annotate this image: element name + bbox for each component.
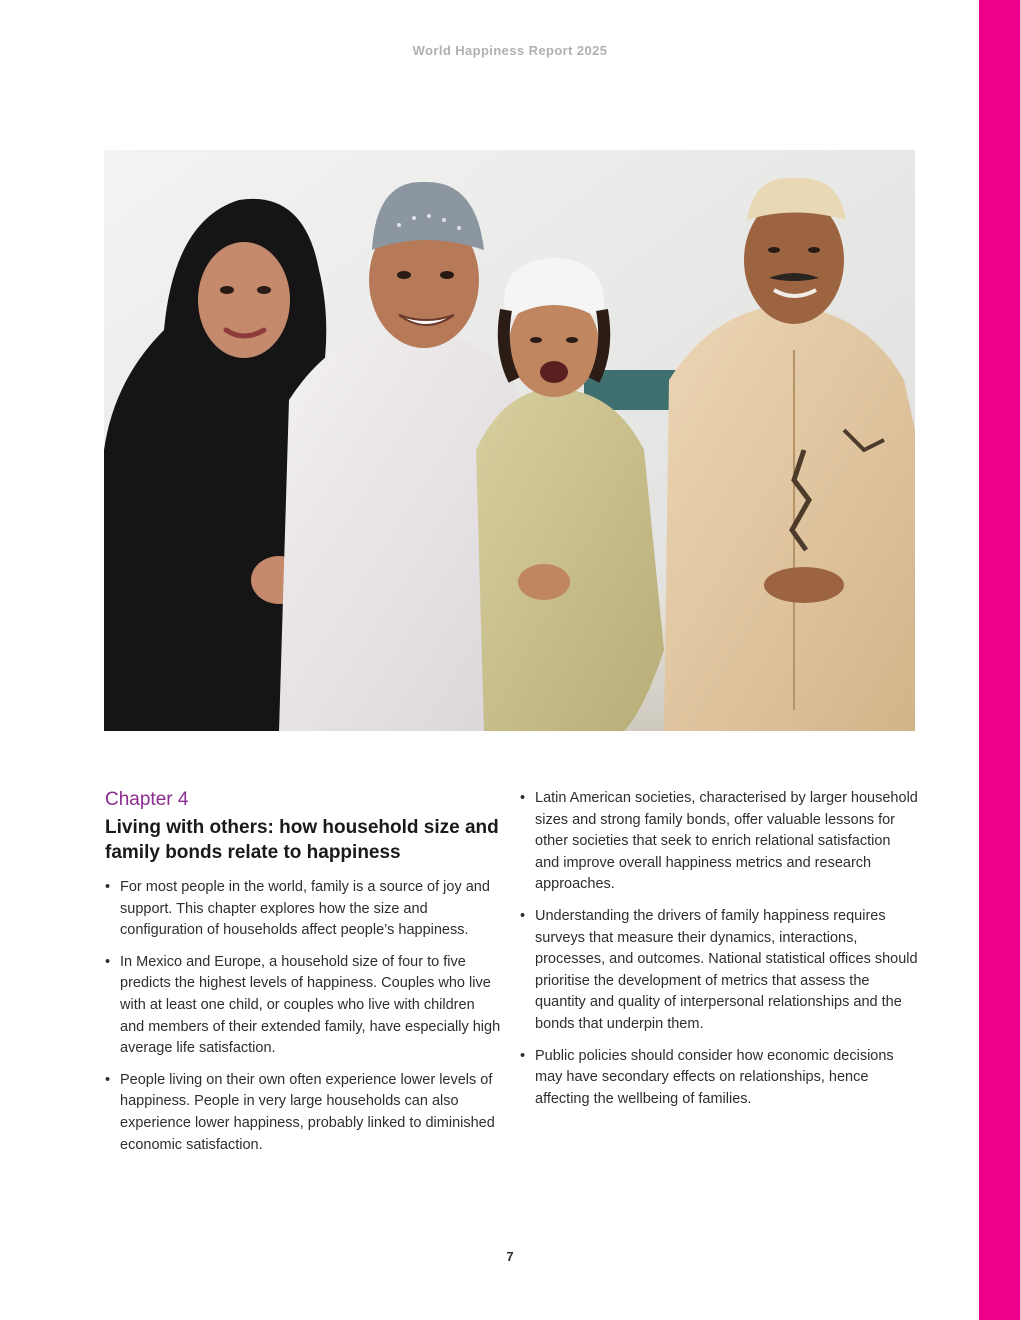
family-photo (104, 150, 915, 731)
accent-side-bar (979, 0, 1020, 1320)
right-bullet-list (520, 788, 918, 1110)
list-item: • Public policies should consider how economic decisions may have secondary effects on relationships, hence affecting the wellbeing of families. (520, 1046, 918, 1111)
list-item: • Understanding the drivers of family happiness requires surveys that measure their dynamics, interactions, processes, and outcomes. National statistical offices should prioritise the development of metrics that assess the quantity and quality of interpersonal relationships and the bonds that underpin them. (520, 906, 918, 1036)
running-header: World Happiness Report 2025 (412, 43, 608, 58)
chapter-title: Living with others: how household size and family bonds relate to happiness (105, 817, 499, 863)
list-item: • Latin American societies, characterised by larger household sizes and strong family bonds, offer valuable lessons for other societies that seek to enrich relational satisfaction and improve overall happiness metrics and research approaches. (520, 788, 918, 896)
chapter-label: Chapter 4 (105, 789, 189, 810)
list-item: • In Mexico and Europe, a household size of four to five predicts the highest levels of happiness. Couples who live with at least one child, or couples who live with children and members of their extended family, have especially high average life satisfaction. (105, 952, 501, 1060)
left-column (105, 788, 501, 1166)
left-bullet-list (105, 877, 501, 1156)
page-number: 7 (506, 1249, 514, 1264)
list-item: • People living on their own often experience lower levels of happiness. People in very large households can also experience lower happiness, probably linked to diminished economic satisfaction. (105, 1070, 501, 1156)
right-column (520, 788, 918, 1120)
list-item: • For most people in the world, family is a source of joy and support. This chapter explores how the size and configuration of households affect people’s happiness. (105, 877, 501, 942)
